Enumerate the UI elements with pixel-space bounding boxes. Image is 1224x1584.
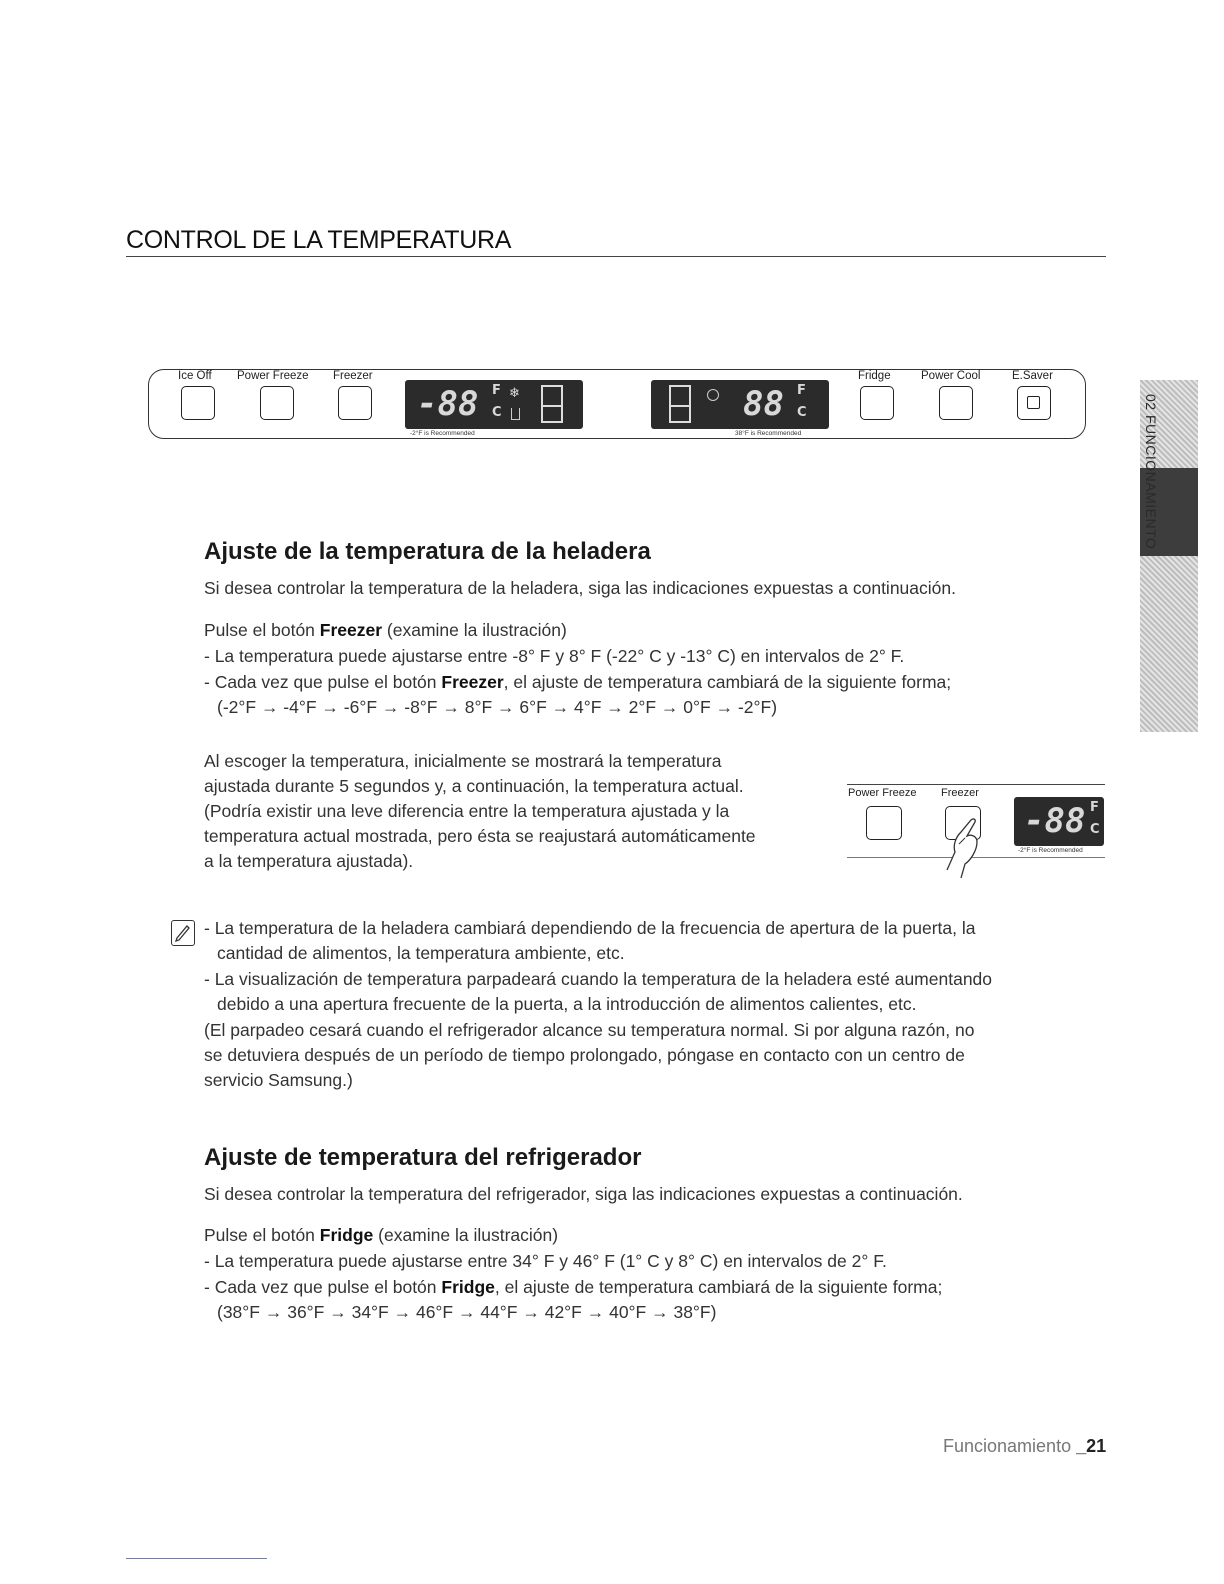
- section1-press-line: Pulse el botón Freezer (examine la ilustración): [204, 620, 567, 640]
- title-rule: [126, 256, 1106, 257]
- bottom-rule: [126, 1558, 267, 1559]
- section2-bullet1: - La temperatura puede ajustarse entre 34° F y 46° F (1° C y 8° C) en intervalos de 2° F.: [204, 1251, 887, 1271]
- note-line: debido a una apertura frecuente de la puerta, a la introducción de alimentos calientes, etc.: [217, 994, 917, 1014]
- fridge-display-digits: 88: [743, 384, 784, 424]
- note-icon: [171, 920, 195, 946]
- fridge-unit-c: C: [797, 405, 807, 420]
- esaver-label: E.Saver: [1012, 370, 1053, 382]
- power-freeze-label: Power Freeze: [237, 370, 309, 382]
- fridge-label: Fridge: [858, 370, 891, 382]
- freezer-unit-c: C: [492, 405, 502, 420]
- section1-sequence: (-2°F → -4°F → -6°F → -8°F → 8°F → 6°F → 4°F → 2°F → 0°F → -2°F): [217, 697, 778, 717]
- illustration-recommended: -2°F is Recommended: [1018, 847, 1083, 854]
- illustration-freezer-label: Freezer: [941, 787, 979, 799]
- fridge-button-name-2: Fridge: [441, 1277, 495, 1297]
- snowflake-icon: ❄: [509, 385, 520, 400]
- note-line: cantidad de alimentos, la temperatura ambiente, etc.: [217, 943, 625, 963]
- esaver-button[interactable]: [1017, 386, 1051, 420]
- section1-para-line: Al escoger la temperatura, inicialmente se mostrará la temperatura: [204, 751, 722, 771]
- illustration-power-freeze-button: [866, 806, 902, 840]
- fridge-unit-f: F: [797, 383, 806, 398]
- freezer-display-digits: -88: [417, 384, 479, 424]
- illustration-display-digits: -88: [1024, 801, 1086, 841]
- note-line: - La temperatura de la heladera cambiará dependiendo de la frecuencia de apertura de la puerta, la: [204, 918, 976, 938]
- pointing-hand-icon: [925, 808, 985, 878]
- ice-off-button[interactable]: [181, 386, 215, 420]
- section1-bullet1: - La temperatura puede ajustarse entre -8° F y 8° F (-22° C y -13° C) en intervalos de 2° F.: [204, 646, 905, 666]
- side-tab-label: 02 FUNCIONAMIENTO: [1143, 394, 1159, 550]
- illustration-unit-f: F: [1090, 800, 1099, 815]
- note-line: (El parpadeo cesará cuando el refrigerador alcance su temperatura normal. Si por alguna razón, no: [204, 1020, 975, 1040]
- note-line: - La visualización de temperatura parpadeará cuando la temperatura de la heladera esté aumentando: [204, 969, 993, 989]
- note-line: servicio Samsung.): [204, 1070, 353, 1090]
- section-title: CONTROL DE LA TEMPERATURA: [126, 226, 512, 254]
- fridge-recommended: 38°F is Recommended: [735, 430, 802, 437]
- section1-bullet2: - Cada vez que pulse el botón Freezer, el ajuste de temperatura cambiará de la siguiente forma;: [204, 672, 952, 692]
- power-cool-button[interactable]: [939, 386, 973, 420]
- fridge-button-name: Fridge: [319, 1225, 374, 1245]
- illustration-power-freeze-label: Power Freeze: [848, 787, 917, 799]
- section2-heading: Ajuste de temperatura del refrigerador: [204, 1144, 642, 1171]
- section1-para-line: ajustada durante 5 segundos y, a continuación, la temperatura actual.: [204, 776, 744, 796]
- freezer-button-name: Freezer: [319, 620, 383, 640]
- power-freeze-button[interactable]: [260, 386, 294, 420]
- freezer-unit-f: F: [492, 383, 501, 398]
- section1-intro: Si desea controlar la temperatura de la heladera, siga las indicaciones expuestas a continuación.: [204, 578, 956, 598]
- section1-para-line: temperatura actual mostrada, pero ésta se reajustará automáticamente: [204, 826, 756, 846]
- ice-bin-icon: [511, 408, 520, 420]
- note-line: se detuviera después de un período de tiempo prolongado, póngase en contacto con un centro de: [204, 1045, 965, 1065]
- section1-heading: Ajuste de la temperatura de la heladera: [204, 538, 651, 565]
- fridge-button[interactable]: [860, 386, 894, 420]
- page-number: _21: [1076, 1436, 1107, 1456]
- freezer-button[interactable]: [338, 386, 372, 420]
- section1-para-line: a la temperatura ajustada).: [204, 851, 414, 871]
- illustration-display: [1014, 797, 1104, 846]
- section1-para-line: (Podría existir una leve diferencia entre la temperatura ajustada y la: [204, 801, 730, 821]
- esaver-indicator-icon: [1027, 396, 1040, 409]
- freezer-recommended: -2°F is Recommended: [410, 430, 475, 437]
- section2-press-line: Pulse el botón Fridge (examine la ilustración): [204, 1225, 559, 1245]
- illustration-top-rule: [847, 784, 1105, 785]
- freezer-button-name-2: Freezer: [441, 672, 504, 692]
- page-footer: Funcionamiento _21: [943, 1436, 1107, 1456]
- fridge-display: [651, 380, 829, 429]
- ice-off-label: Ice Off: [178, 370, 212, 382]
- freezer-label: Freezer: [333, 370, 373, 382]
- fridge-door-icon: [669, 385, 691, 423]
- freezer-door-icon: [541, 385, 563, 423]
- illustration-unit-c: C: [1090, 822, 1100, 837]
- freezer-display: [405, 380, 583, 429]
- section2-sequence: (38°F → 36°F → 34°F → 46°F → 44°F → 42°F → 40°F → 38°F): [217, 1302, 717, 1322]
- section2-bullet2: - Cada vez que pulse el botón Fridge, el ajuste de temperatura cambiará de la siguiente forma;: [204, 1277, 943, 1297]
- power-cool-label: Power Cool: [921, 370, 981, 382]
- section2-intro: Si desea controlar la temperatura del refrigerador, siga las indicaciones expuestas a continuación.: [204, 1184, 963, 1204]
- water-icon: [707, 389, 719, 401]
